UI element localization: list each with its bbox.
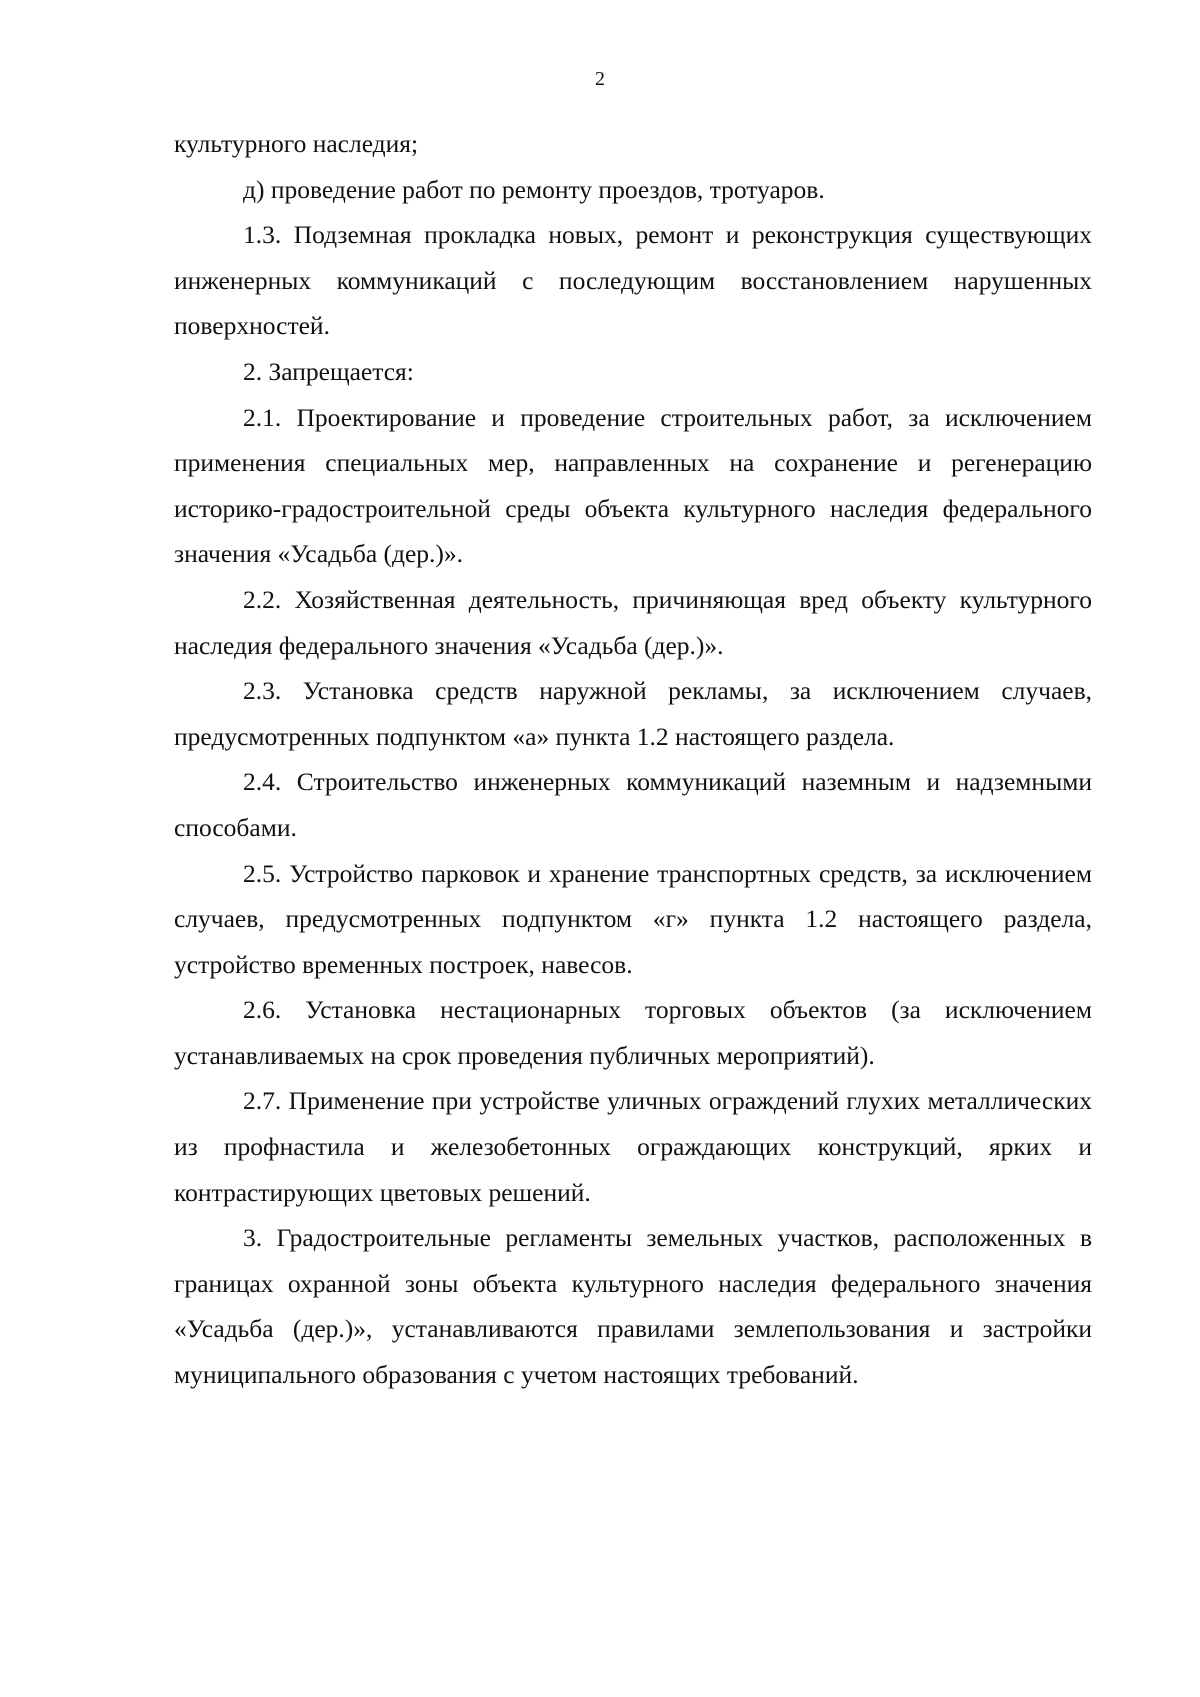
page-number: 2 — [595, 68, 605, 90]
paragraph-2-7: 2.7. Применение при устройстве уличных ограждений глухих металлических из профнастила и железобетонных ограждающих конструкций, ярких и контрастирующих цветовых решений. — [174, 1086, 1092, 1207]
paragraph-2-2: 2.2. Хозяйственная деятельность, причиняющая вред объекту культурного наследия федерального значения «Усадьба (дер.)». — [174, 584, 1092, 660]
paragraph-item-d: д) проведение работ по ремонту проездов, тротуаров. — [243, 174, 825, 204]
paragraph-2-heading: 2. Запрещается: — [243, 356, 414, 386]
paragraph-2-5: 2.5. Устройство парковок и хранение транспортных средств, за исключением случаев, предусмотренных подпунктом «г» пункта 1.2 настоящего раздела, устройство временных построек, навесов. — [174, 858, 1092, 979]
paragraph-2-6: 2.6. Установка нестационарных торговых объектов (за исключением устанавливаемых на срок проведения публичных мероприятий). — [174, 995, 1092, 1070]
paragraph-2-1: 2.1. Проектирование и проведение строительных работ, за исключением применения специальных мер, направленных на сохранение и регенерацию историко-градостроительной среды объекта культурного наследия федерального значения «Усадьба (дер.)». — [174, 402, 1092, 569]
paragraph-3: 3. Градостроительные регламенты земельных участков, расположенных в границах охранной зоны объекта культурного наследия федерального значения «Усадьба (дер.)», устанавливаются правилами землепользования и застройки муниципального образования с учетом настоящих требований. — [174, 1223, 1092, 1390]
paragraph-2-4: 2.4. Строительство инженерных коммуникаций наземным и надземными способами. — [174, 767, 1092, 842]
paragraph-continuation: культурного наследия; — [174, 129, 419, 158]
paragraph-1-3: 1.3. Подземная прокладка новых, ремонт и реконструкция существующих инженерных коммуникаций с последующим восстановлением нарушенных поверхностей. — [174, 220, 1092, 341]
paragraph-2-3: 2.3. Установка средств наружной рекламы, за исключением случаев, предусмотренных подпунктом «а» пункта 1.2 настоящего раздела. — [174, 676, 1092, 751]
document-body — [174, 121, 1092, 1398]
